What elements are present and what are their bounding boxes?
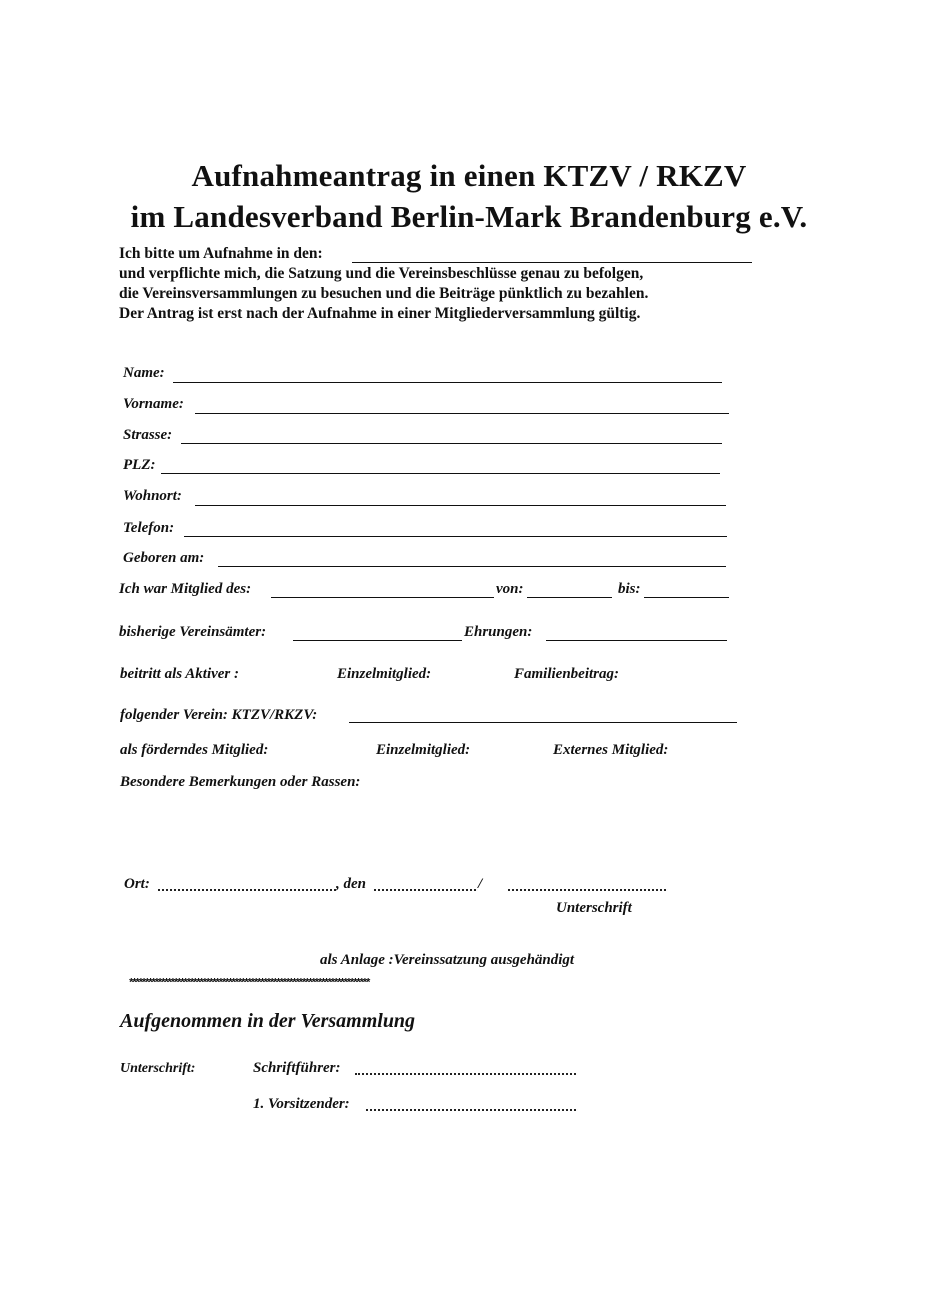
vereinsaemter-field[interactable] xyxy=(293,640,462,641)
bemerkungen-label: Besondere Bemerkungen oder Rassen: xyxy=(120,774,361,790)
einzelmitglied2-label: Einzelmitglied: xyxy=(376,742,471,758)
verein-field[interactable] xyxy=(349,722,737,723)
vorname-label: Vorname: xyxy=(123,396,184,412)
vorsitzender-field[interactable] xyxy=(366,1109,576,1111)
signature-field[interactable] xyxy=(508,889,666,891)
ort-field[interactable] xyxy=(158,889,336,891)
intro-line3: die Vereinsversammlungen zu besuchen und die Beiträge pünktlich zu bezahlen. xyxy=(119,285,649,302)
date-field[interactable] xyxy=(374,889,476,891)
aktiver-label: beitritt als Aktiver : xyxy=(120,666,240,682)
geboren-field[interactable] xyxy=(218,566,726,567)
anlage-note: als Anlage :Vereinssatzung ausgehändigt xyxy=(320,952,575,968)
ort-label: Ort: xyxy=(124,876,150,892)
vereinsaemter-label: bisherige Vereinsämter: xyxy=(119,624,267,640)
form-title-line1: Aufnahmeantrag in einen KTZV / RKZV xyxy=(191,158,747,193)
foerdernd-label: als förderndes Mitglied: xyxy=(120,742,269,758)
schriftfuehrer-label: Schriftführer: xyxy=(253,1060,341,1076)
plz-field[interactable] xyxy=(161,473,720,474)
ehrungen-label: Ehrungen: xyxy=(464,624,533,640)
intro-line2: und verpflichte mich, die Satzung und die Vereinsbeschlüsse genau zu befolgen, xyxy=(119,265,644,282)
strasse-field[interactable] xyxy=(181,443,722,444)
date-slash: / xyxy=(478,876,483,892)
intro-line4: Der Antrag ist erst nach der Aufnahme in einer Mitgliederversammlung gültig. xyxy=(119,305,641,322)
aufgenommen-heading: Aufgenommen in der Versammlung xyxy=(120,1010,416,1032)
einzelmitglied-label: Einzelmitglied: xyxy=(337,666,432,682)
strasse-label: Strasse: xyxy=(123,427,173,443)
plz-label: PLZ: xyxy=(123,457,156,473)
name-field[interactable] xyxy=(173,382,722,383)
externes-mitglied-label: Externes Mitglied: xyxy=(553,742,669,758)
mitglied-des-field[interactable] xyxy=(271,597,494,598)
wohnort-label: Wohnort: xyxy=(123,488,182,504)
intro-line1: Ich bitte um Aufnahme in den: xyxy=(119,245,323,262)
von-field[interactable] xyxy=(527,597,612,598)
separator-stars: *************************************************************************** xyxy=(128,978,369,990)
verein-label: folgender Verein: KTZV/RKZV: xyxy=(120,707,318,723)
unterschrift-caption: Unterschrift xyxy=(556,900,632,916)
familienbeitrag-label: Familienbeitrag: xyxy=(514,666,619,682)
verein-input-line[interactable] xyxy=(352,262,752,263)
unterschrift-label: Unterschrift: xyxy=(120,1061,196,1076)
den-label: , den xyxy=(336,876,366,892)
vorname-field[interactable] xyxy=(195,413,729,414)
vorsitzender-label: 1. Vorsitzender: xyxy=(253,1096,350,1112)
bis-label: bis: xyxy=(618,581,641,597)
telefon-label: Telefon: xyxy=(123,520,175,536)
telefon-field[interactable] xyxy=(184,536,727,537)
ehrungen-field[interactable] xyxy=(546,640,727,641)
von-label: von: xyxy=(496,581,524,597)
name-label: Name: xyxy=(123,365,165,381)
bis-field[interactable] xyxy=(644,597,729,598)
schriftfuehrer-field[interactable] xyxy=(355,1073,576,1075)
wohnort-field[interactable] xyxy=(195,505,726,506)
form-title-line2: im Landesverband Berlin-Mark Brandenburg e.V. xyxy=(130,199,808,234)
mitglied-des-label: Ich war Mitglied des: xyxy=(119,581,252,597)
geboren-label: Geboren am: xyxy=(123,550,205,566)
